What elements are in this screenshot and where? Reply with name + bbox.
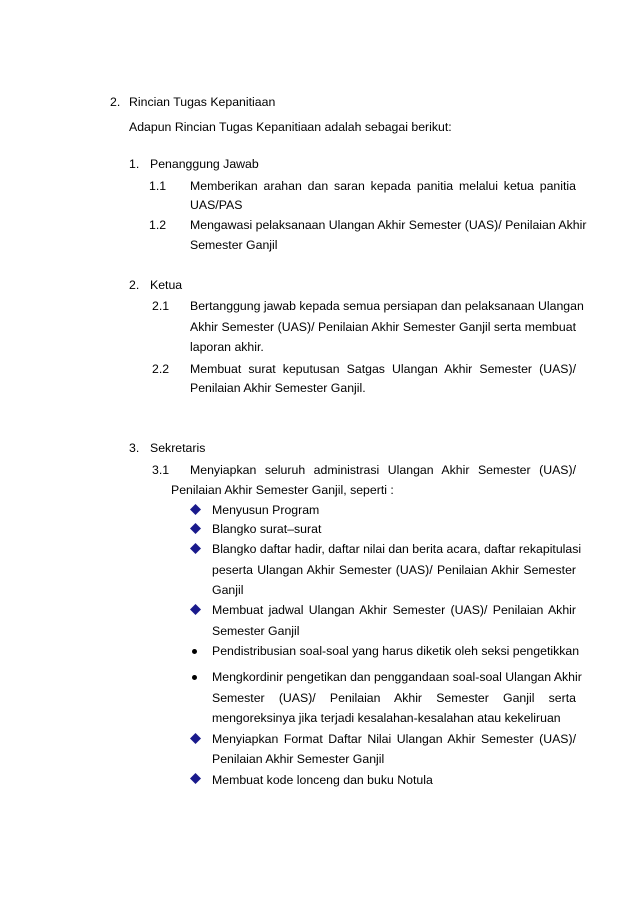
bullet-line: Menyusun Program	[212, 503, 320, 517]
diamond-bullet-icon	[190, 504, 201, 515]
bullet-line: Ganjil	[212, 583, 244, 597]
diamond-bullet-icon	[190, 523, 201, 534]
bullet-line: Menyiapkan Format Daftar Nilai Ulangan Akhir Semester (UAS)/	[212, 732, 576, 746]
item-line: Bertanggung jawab kepada semua persiapan dan pelaksanaan Ulangan	[190, 299, 584, 313]
bullet-line: mengoreksinya jika terjadi kesalahan-kesalahan atau kekeliruan	[212, 711, 561, 725]
group-title: Sekretaris	[150, 441, 206, 455]
bullet-line: Membuat kode lonceng dan buku Notula	[212, 773, 433, 787]
bullet-line: Semester (UAS)/ Penilaian Akhir Semester Ganjil serta	[212, 691, 576, 705]
item-line: Menyiapkan seluruh administrasi Ulangan Akhir Semester (UAS)/	[190, 463, 576, 477]
bullet-line: peserta Ulangan Akhir Semester (UAS)/ Penilaian Akhir Semester	[212, 563, 576, 577]
bullet-line: Blangko daftar hadir, daftar nilai dan berita acara, daftar rekapitulasi	[212, 542, 582, 556]
item-number: 1.1	[149, 179, 167, 193]
group-number: 1.	[129, 157, 140, 171]
group-number: 3.	[129, 441, 140, 455]
group-title: Penanggung Jawab	[150, 157, 259, 171]
group-title: Ketua	[150, 278, 183, 292]
section-intro: Adapun Rincian Tugas Kepanitiaan adalah sebagai berikut:	[129, 120, 452, 134]
item-line: UAS/PAS	[190, 198, 243, 212]
item-line: Penilaian Akhir Semester Ganjil.	[190, 381, 366, 395]
item-number: 2.2	[152, 362, 170, 376]
bullet-line: Pendistribusian soal-soal yang harus diketik oleh seksi pengetikkan	[212, 644, 580, 658]
diamond-bullet-icon	[190, 543, 201, 554]
item-line: Penilaian Akhir Semester Ganjil, seperti :	[171, 483, 394, 497]
section-title: Rincian Tugas Kepanitiaan	[129, 95, 276, 109]
item-line: Semester Ganjil	[190, 238, 278, 252]
bullet-line: Semester Ganjil	[212, 624, 300, 638]
item-number: 1.2	[149, 218, 167, 232]
bullet-line: Membuat jadwal Ulangan Akhir Semester (UAS)/ Penilaian Akhir	[212, 603, 576, 617]
item-line: Memberikan arahan dan saran kepada panitia melalui ketua panitia	[190, 179, 576, 193]
bullet-line: Blangko surat–surat	[212, 522, 322, 536]
diamond-bullet-icon	[190, 773, 201, 784]
item-line: Akhir Semester (UAS)/ Penilaian Akhir Semester Ganjil serta membuat	[190, 320, 576, 334]
item-number: 3.1	[152, 463, 170, 477]
item-line: Mengawasi pelaksanaan Ulangan Akhir Semester (UAS)/ Penilaian Akhir	[190, 218, 587, 232]
item-line: Membuat surat keputusan Satgas Ulangan Akhir Semester (UAS)/	[190, 362, 576, 376]
section-number: 2.	[110, 95, 121, 109]
item-number: 2.1	[152, 299, 170, 313]
item-line: laporan akhir.	[190, 340, 264, 354]
bullet-line: Mengkordinir pengetikan dan penggandaan soal-soal Ulangan Akhir	[212, 670, 582, 684]
diamond-bullet-icon	[190, 604, 201, 615]
group-number: 2.	[129, 278, 140, 292]
bullet-line: Penilaian Akhir Semester Ganjil	[212, 752, 385, 766]
round-bullet-icon	[192, 649, 197, 654]
round-bullet-icon	[192, 675, 197, 680]
diamond-bullet-icon	[190, 733, 201, 744]
